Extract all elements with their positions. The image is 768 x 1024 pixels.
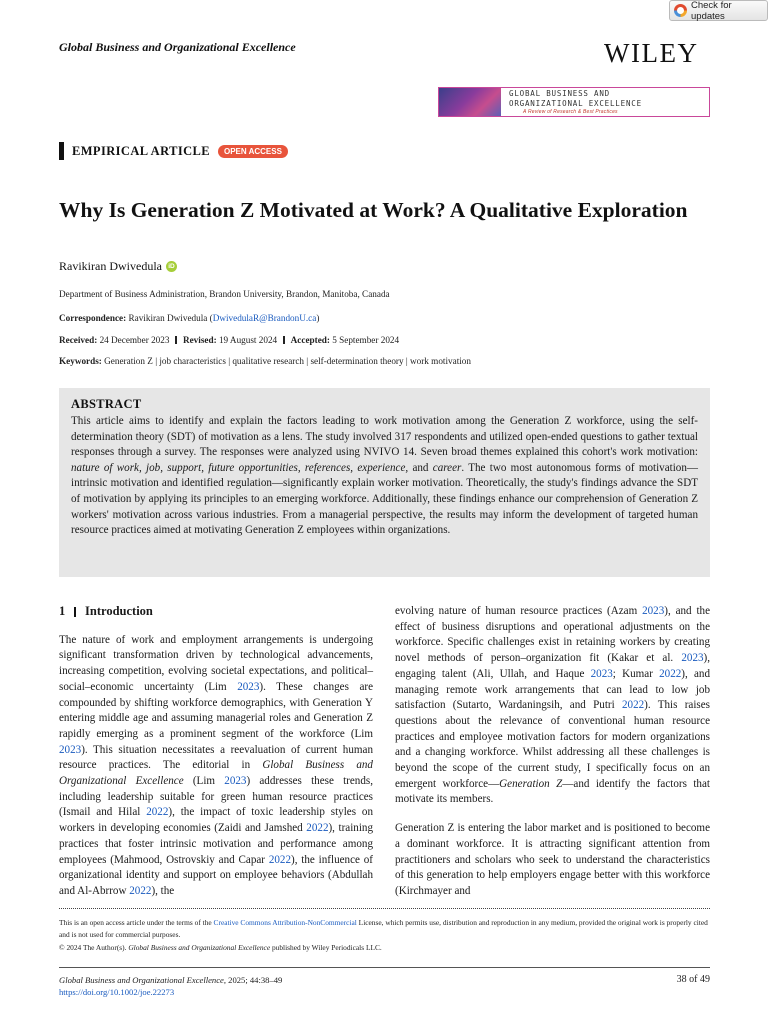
article-dates: [59, 335, 399, 345]
citation-link[interactable]: 2023: [681, 652, 704, 665]
keywords-label: Keywords:: [59, 356, 102, 366]
article-title: Why Is Generation Z Motivated at Work? A Qualitative Exploration: [59, 198, 688, 222]
check-for-updates-button[interactable]: [669, 0, 768, 21]
footer-divider: [59, 967, 710, 968]
revised-date: 19 August 2024: [218, 335, 278, 345]
footnote-divider: [59, 908, 710, 909]
received-date: 24 December 2023: [99, 335, 170, 345]
paragraph: The nature of work and employment arrangements is undergoing significant transformation driven by technological advancements, increasing competition, evolving societal expectations, and political–social–economic uncertainty (Lim 2023). These changes are compounded by shifting workforce demographics, with Generation Y entering middle age and assuming managerial roles and Generation Z rapidly emerging as a prominent segment of the workforce (Lim 2023). This situation necessitates a reevaluation of current human resource practices. The editorial in Global Business and Organizational Excellence (Lim 2023) addresses these trends, including leadership suitable for green human resource practices (Ismail and Hilal 2022), the impact of toxic leadership styles on workers in developing economies (Zaidi and Jamshed 2022), training practices that foster intrinsic motivation and performance among employees (Mahmood, Ostrovskiy and Capar 2022), the influence of organizational identity and support on employee behaviors (Abdullah and Al-Abrrow 2022), the: [59, 633, 374, 897]
banner-line-2: ORGANIZATIONAL EXCELLENCE: [509, 98, 642, 108]
author-name[interactable]: Ravikiran Dwivedula: [59, 259, 162, 273]
crossmark-icon: [674, 4, 687, 17]
article-type: [59, 142, 288, 160]
body-column-right: [395, 604, 710, 900]
orcid-icon[interactable]: iD: [166, 261, 177, 272]
divider: [74, 607, 76, 617]
doi-link[interactable]: https://doi.org/10.1002/joe.22273: [59, 987, 175, 997]
citation-link[interactable]: 2022: [146, 806, 169, 819]
paragraph: Generation Z is entering the labor market and is positioned to become a dominant workforce. It is attracting significant attention from practitioners and scholars who seek to understand the characteristics of this generation to help employers engage better with this workforce (Kirchmayer and: [395, 822, 710, 897]
divider: [283, 336, 285, 344]
citation-link[interactable]: 2023: [224, 775, 247, 788]
citation-link[interactable]: 2022: [268, 853, 291, 866]
author-line: [59, 259, 177, 274]
keywords: [59, 356, 471, 366]
section-number: 1: [59, 604, 66, 618]
divider: [175, 336, 177, 344]
correspondence: Correspondence: Ravikiran Dwivedula (DwivedulaR@BrandonU.ca): [59, 313, 320, 323]
page-number: 38 of 49: [676, 974, 710, 985]
footer-citation: Global Business and Organizational Excellence, 2025; 44:38–49 https://doi.org/10.1002/joe.22273: [59, 975, 283, 997]
publisher-logo: WILEY: [604, 38, 699, 68]
accepted-label: Accepted:: [290, 335, 330, 345]
license-note: This is an open access article under the terms of the Creative Commons Attribution-NonCommercial License, which permits use, distribution and reproduction in any medium, provided the original work is properly cited and is not used for commercial purposes. © 2024 The Author(s). Global Business and Organizational Excellence published by Wiley Periodicals LLC.: [59, 918, 708, 952]
abstract-box: [59, 388, 710, 577]
citation-link[interactable]: 2023: [642, 605, 665, 617]
abstract-text: This article aims to identify and explain the factors leading to work motivation among the Generation Z workforce, using the self-determination theory (SDT) of motivation as a lens. The study involved 317 respondents and utilized open-ended questions to gather textual responses through a survey. The responses were analyzed using NVIVO 14. Seven broad themes explained this cohort's work motivation: nature of work, job, support, future opportunities, references, experience, and career. The two most autonomous forms of motivation—intrinsic motivation and identified regulation—significantly explain worker motivation. Theoretically, the study's findings advance the SDT of motivation by applying its principles to an emerging workforce. Additionally, these findings enhance our comprehension of Generation Z workers' motivation across various industries. From a managerial perspective, the results may inform the development of targeted human resource practices aimed at motivating Generation Z employees within organizations.: [71, 415, 698, 537]
open-access-badge: OPEN ACCESS: [218, 145, 288, 158]
citation-link[interactable]: 2022: [621, 699, 645, 712]
license-link[interactable]: Creative Commons Attribution-NonCommercial: [213, 918, 357, 927]
correspondence-name: Ravikiran Dwivedula: [128, 313, 208, 323]
section-heading: [59, 604, 373, 620]
citation-link[interactable]: 2022: [659, 667, 682, 680]
affiliation: Department of Business Administration, Brandon University, Brandon, Manitoba, Canada: [59, 289, 390, 299]
section-title: Introduction: [85, 604, 153, 618]
correspondence-email-link[interactable]: DwivedulaR@BrandonU.ca: [212, 313, 317, 323]
paragraph: evolving nature of human resource practices (Azam 2023), and the effect of business disruptions and operational adjustments on the workforce. Specific challenges exist in retaining workers by creating novel methods of person–organization fit (Kakar et al. 2023), engaging talent (Ali, Ullah, and Haque 2023; Kumar 2022), and managing remote work arrangements that can lead to low job satisfaction (Sutarto, Wardaningsih, and Putri 2022). This raises questions about the relevance of conventional human resource practices and employee motivation factors for modern organizations and a changing workforce. Whilst addressing all these challenges is beyond the scope of the current study, I specifically focus on an emergent workforce—Generation Z—and identify the factors that motivate its members.: [395, 605, 710, 806]
accepted-date: 5 September 2024: [332, 335, 400, 345]
banner-line-1: GLOBAL BUSINESS AND: [509, 89, 610, 98]
correspondence-label: Correspondence:: [59, 313, 127, 323]
citation-link[interactable]: 2022: [306, 822, 329, 835]
revised-label: Revised:: [182, 335, 217, 345]
citation-link[interactable]: 2023: [237, 680, 260, 693]
journal-banner: [438, 87, 710, 117]
keywords-text: Generation Z | job characteristics | qualitative research | self-determination theory | work motivation: [104, 356, 471, 366]
citation-link[interactable]: 2023: [590, 667, 613, 680]
banner-tagline: A Review of Research & Best Practices: [523, 109, 618, 115]
article-type-label: EMPIRICAL ARTICLE: [72, 143, 210, 158]
banner-image: [439, 88, 501, 116]
body-column-left: [59, 604, 373, 900]
citation-link[interactable]: 2022: [129, 884, 152, 897]
check-for-updates-label: Check for updates: [691, 0, 732, 22]
received-label: Received:: [59, 335, 98, 345]
abstract-heading: ABSTRACT: [71, 397, 142, 411]
journal-name: Global Business and Organizational Excellence: [59, 40, 296, 54]
citation-link[interactable]: 2023: [59, 743, 82, 756]
